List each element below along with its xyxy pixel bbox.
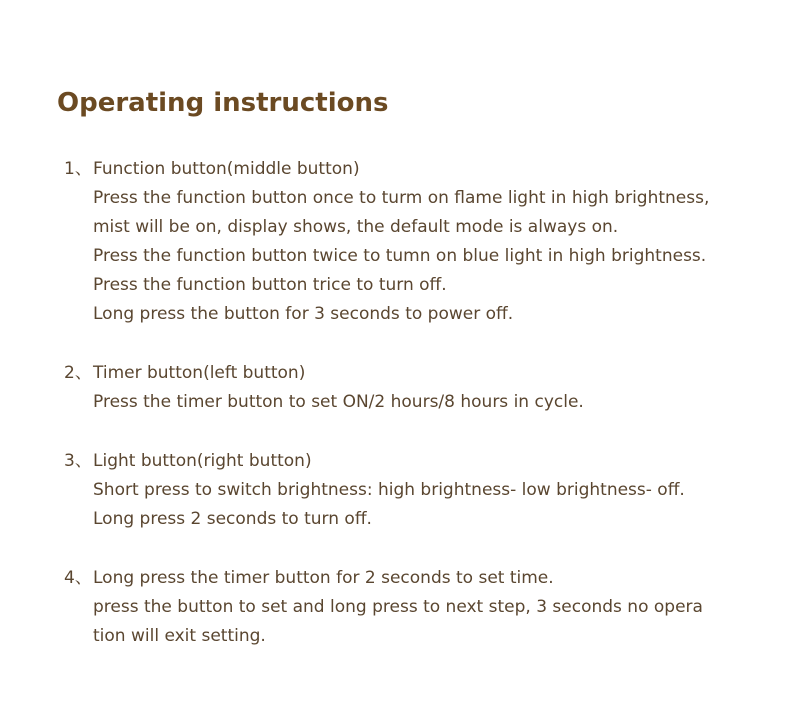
instruction-line: Short press to switch brightness: high brightness- low brightness- off. [93, 480, 685, 500]
instruction-item-heading [64, 564, 764, 593]
instruction-item-number: 1、 [64, 159, 92, 179]
page-title: Operating instructions [57, 88, 389, 118]
instruction-item-1 [64, 155, 764, 329]
instruction-item-heading [64, 359, 764, 388]
instruction-line: Long press the button for 3 seconds to power off. [93, 304, 514, 324]
instruction-item-number: 4、 [64, 568, 92, 588]
instruction-item-4 [64, 564, 764, 651]
instruction-item-title: Long press the timer button for 2 seconds to set time. [93, 568, 554, 588]
instruction-line: press the button to set and long press to next step, 3 seconds no opera [93, 597, 703, 617]
instruction-line: Press the function button twice to tumn on blue light in high brightness. [93, 246, 707, 266]
instruction-item-title: Light button(right button) [93, 451, 312, 471]
instruction-line: Press the function button trice to turn off. [93, 275, 447, 295]
instruction-item-number: 2、 [64, 363, 92, 383]
instruction-item-2 [64, 359, 764, 417]
instruction-item-title: Function button(middle button) [93, 159, 360, 179]
instruction-item-title: Timer button(left button) [93, 363, 306, 383]
instruction-line: tion will exit setting. [93, 626, 266, 646]
instruction-line: mist will be on, display shows, the default mode is always on. [93, 217, 619, 237]
instruction-item-3 [64, 447, 764, 534]
instruction-line: Press the function button once to turm on flame light in high brightness, [93, 188, 710, 208]
instruction-item-heading [64, 155, 764, 184]
instruction-line: Long press 2 seconds to turn off. [93, 509, 372, 529]
instruction-item-heading [64, 447, 764, 476]
instruction-line: Press the timer button to set ON/2 hours/8 hours in cycle. [93, 392, 584, 412]
instruction-item-number: 3、 [64, 451, 92, 471]
